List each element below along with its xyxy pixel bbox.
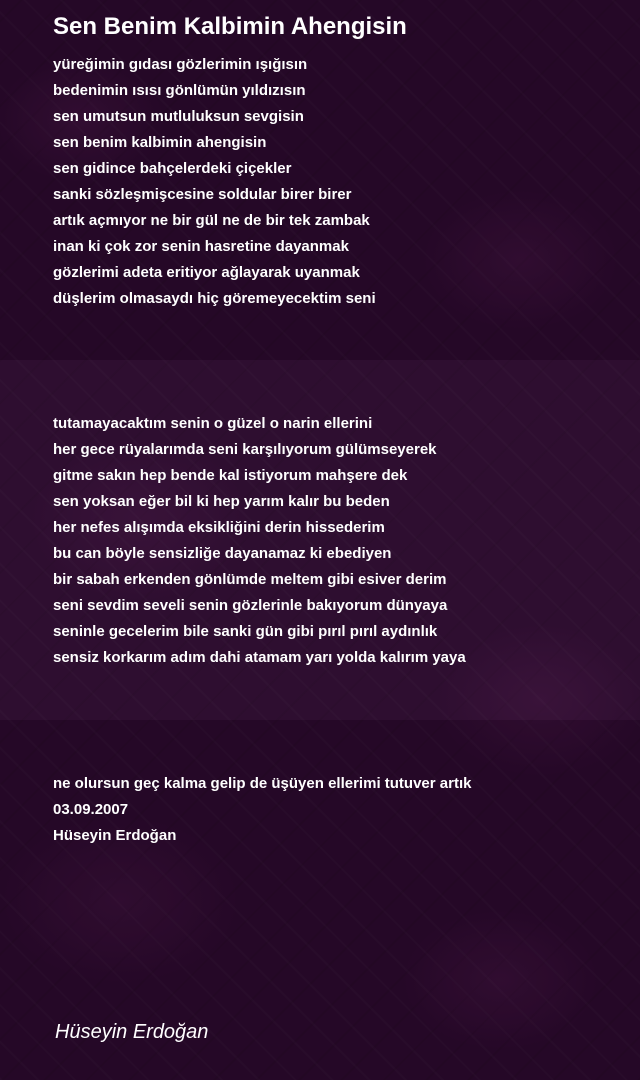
poem-line: gözlerimi adeta eritiyor ağlayarak uyanmak (53, 264, 360, 281)
poem-line: ne olursun geç kalma gelip de üşüyen ellerimi tutuver artık (53, 775, 472, 792)
poem-line: düşlerim olmasaydı hiç göremeyecektim seni (53, 290, 376, 307)
poem-line: sen umutsun mutluluksun sevgisin (53, 108, 304, 125)
poem-line: sen gidince bahçelerdeki çiçekler (53, 160, 292, 177)
poem-line: bu can böyle sensizliğe dayanamaz ki ebediyen (53, 545, 392, 562)
poem-line: yüreğimin gıdası gözlerimin ışığısın (53, 56, 308, 73)
poem-date: 03.09.2007 (53, 801, 129, 818)
poem-line: bedenimin ısısı gönlümün yıldızısın (53, 82, 306, 99)
poem-title: Sen Benim Kalbimin Ahengisin (53, 13, 407, 40)
poem-line: sen benim kalbimin ahengisin (53, 134, 267, 151)
poem-stanza-3 (53, 771, 471, 849)
poem-line: artık açmıyor ne bir gül ne de bir tek zambak (53, 212, 370, 229)
poem-line: her gece rüyalarımda seni karşılıyorum gülümseyerek (53, 441, 437, 458)
poem-line: tutamayacaktım senin o güzel o narin ellerini (53, 415, 373, 432)
poem-line: bir sabah erkenden gönlümde meltem gibi esiver derim (53, 571, 447, 588)
poem-line: sensiz korkarım adım dahi atamam yarı yolda kalırım yaya (53, 649, 466, 666)
author-signature: Hüseyin Erdoğan (55, 1021, 209, 1043)
poem-stanza-2 (53, 411, 466, 671)
poem-stanza-1 (53, 52, 376, 312)
poem-line: inan ki çok zor senin hasretine dayanmak (53, 238, 349, 255)
poem-author: Hüseyin Erdoğan (53, 827, 177, 844)
poem-line: sanki sözleşmişcesine soldular birer birer (53, 186, 352, 203)
poem-line: sen yoksan eğer bil ki hep yarım kalır bu beden (53, 493, 390, 510)
poem-line: gitme sakın hep bende kal istiyorum mahşere dek (53, 467, 408, 484)
poem-line: seni sevdim seveli senin gözlerinle bakıyorum dünyaya (53, 597, 448, 614)
poem-line: seninle gecelerim bile sanki gün gibi pırıl pırıl aydınlık (53, 623, 438, 640)
poem-line: her nefes alışımda eksikliğini derin hissederim (53, 519, 385, 536)
